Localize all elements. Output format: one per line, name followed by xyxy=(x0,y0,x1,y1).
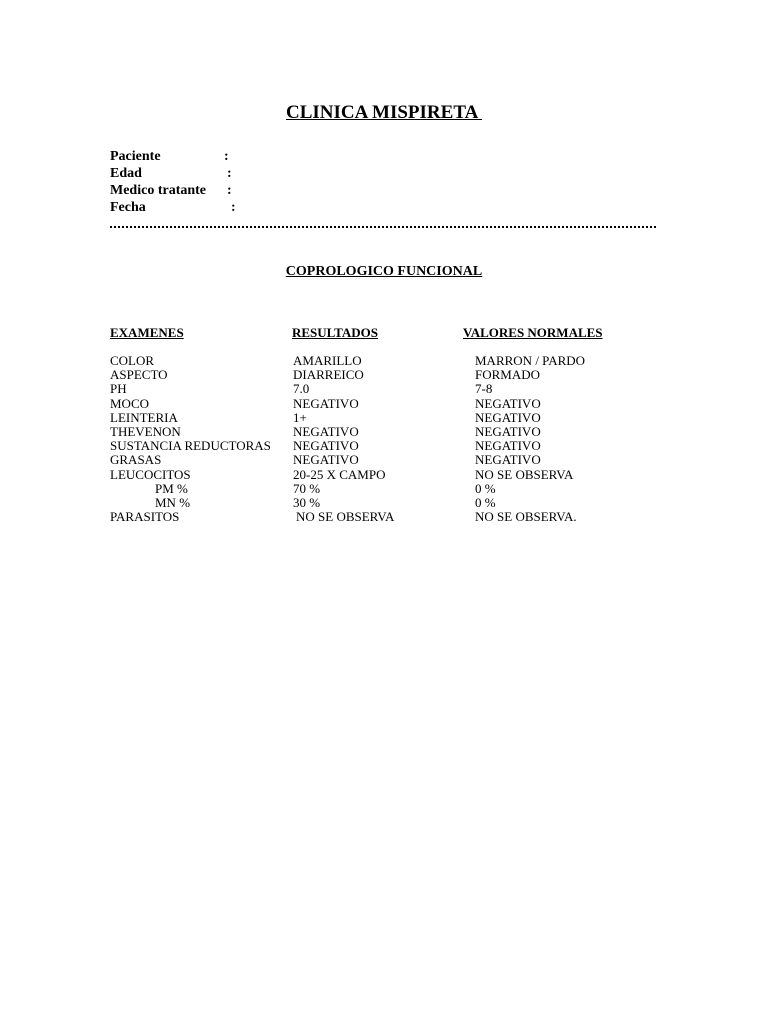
treating-doctor-label: Medico tratante xyxy=(110,183,207,198)
treating-doctor-colon: : xyxy=(227,183,232,198)
treating-doctor-row xyxy=(110,182,232,199)
patient-name-row xyxy=(110,148,229,165)
normal-value-cell: NEGATIVO xyxy=(475,438,541,454)
date-colon: : xyxy=(231,200,236,215)
normal-value-cell: NO SE OBSERVA. xyxy=(475,509,577,525)
normal-value-cell: NEGATIVO xyxy=(475,452,541,468)
result-cell: 7.0 xyxy=(293,381,310,397)
exam-cell: MN % xyxy=(155,494,191,510)
table-row xyxy=(0,425,768,439)
patient-info xyxy=(110,148,236,216)
table-row xyxy=(0,510,768,524)
result-cell: 1+ xyxy=(293,409,307,425)
exam-cell: LEINTERIA xyxy=(110,409,178,425)
patient-name-label: Paciente xyxy=(110,149,161,164)
table-row xyxy=(0,439,768,453)
date-row xyxy=(110,199,236,216)
exam-cell: MOCO xyxy=(110,395,150,411)
normal-value-cell: 7-8 xyxy=(475,381,493,397)
exam-cell: PM % xyxy=(155,480,188,496)
result-cell: NEGATIVO xyxy=(293,452,359,468)
patient-age-colon: : xyxy=(227,166,232,181)
exam-cell: PH xyxy=(110,381,127,397)
normal-value-cell: NO SE OBSERVA xyxy=(475,466,574,482)
normal-value-cell: NEGATIVO xyxy=(475,409,541,425)
result-cell: AMARILLO xyxy=(293,353,362,368)
exam-cell: COLOR xyxy=(110,353,155,368)
result-cell: NO SE OBSERVA xyxy=(296,509,395,525)
normal-value-cell: 0 % xyxy=(475,480,496,496)
normal-value-cell: NEGATIVO xyxy=(475,423,541,439)
results-table xyxy=(0,354,768,524)
header-exams: EXAMENES xyxy=(110,325,184,340)
normal-value-cell: MARRON / PARDO xyxy=(475,353,586,368)
table-row xyxy=(0,482,768,496)
table-row xyxy=(0,453,768,467)
normal-value-cell: FORMADO xyxy=(475,367,541,383)
exam-cell: SUSTANCIA REDUCTORAS xyxy=(110,438,271,454)
header-normal-values: VALORES NORMALES xyxy=(463,325,603,340)
result-cell: DIARREICO xyxy=(293,367,364,383)
table-row xyxy=(0,354,768,368)
dotted-separator xyxy=(110,226,656,228)
result-cell: 20-25 X CAMPO xyxy=(293,466,386,482)
exam-cell: GRASAS xyxy=(110,452,162,468)
normal-value-cell: 0 % xyxy=(475,494,496,510)
date-label: Fecha xyxy=(110,200,146,215)
result-cell: NEGATIVO xyxy=(293,423,359,439)
header-results: RESULTADOS xyxy=(292,325,378,340)
exam-title: COPROLOGICO FUNCIONAL xyxy=(285,264,483,279)
patient-name-colon: : xyxy=(224,149,229,164)
exam-cell: LEUCOCITOS xyxy=(110,466,191,482)
patient-age-label: Edad xyxy=(110,166,142,181)
result-cell: NEGATIVO xyxy=(293,395,359,411)
table-row xyxy=(0,496,768,510)
normal-value-cell: NEGATIVO xyxy=(475,395,541,411)
exam-cell: PARASITOS xyxy=(110,509,180,525)
exam-cell: THEVENON xyxy=(110,423,181,439)
table-row xyxy=(0,468,768,482)
result-cell: NEGATIVO xyxy=(293,438,359,454)
clinic-title: CLINICA MISPIRETA xyxy=(285,102,483,123)
result-cell: 70 % xyxy=(293,480,321,496)
patient-age-row xyxy=(110,165,232,182)
table-row xyxy=(0,382,768,396)
table-row xyxy=(0,368,768,382)
exam-cell: ASPECTO xyxy=(110,367,168,383)
result-cell: 30 % xyxy=(293,494,321,510)
table-row xyxy=(0,397,768,411)
table-row xyxy=(0,411,768,425)
